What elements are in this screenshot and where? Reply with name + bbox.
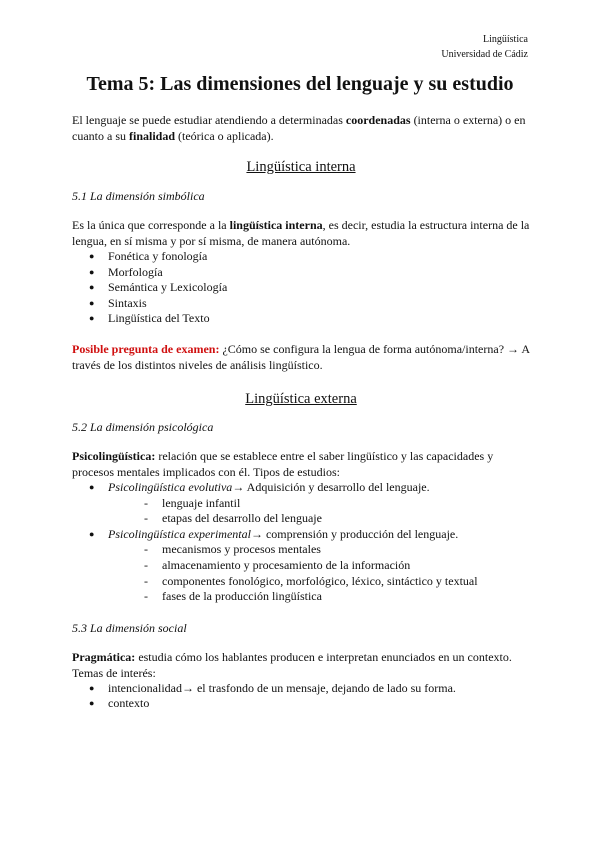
section-title-interna: Lingüística interna xyxy=(246,159,356,175)
paragraph-5-1 xyxy=(72,217,530,249)
paragraph-5-3 xyxy=(72,649,530,681)
section-title-externa: Lingüística externa xyxy=(245,390,357,407)
heading-5-1: 5.1 La dimensión simbólica xyxy=(72,189,205,203)
page-header xyxy=(441,32,528,62)
list-item xyxy=(89,527,530,605)
p51-text-1: Es la única que corresponde a la xyxy=(72,218,230,232)
intro-paragraph xyxy=(72,112,530,144)
intro-text-3: (teórica o aplicada). xyxy=(175,129,274,143)
list-item: ● intencionalidad→ el trasfondo de un mensaje, dejando de lado su forma. xyxy=(89,681,530,697)
sublist-item: - etapas del desarrollo del lenguaje xyxy=(144,511,530,527)
exam-text: ¿Cómo se configura la lengua de forma autónoma/interna? → A través de los distintos niveles de análisis lingüístico. xyxy=(72,341,530,372)
list-item xyxy=(89,480,530,527)
heading-5-3: 5.3 La dimensión social xyxy=(72,620,187,635)
item-psico-evolutiva: Psicolingüística evolutiva xyxy=(108,479,233,494)
list-item: ● Lingüística del Texto xyxy=(89,311,530,327)
p53-text: estudia cómo los hablantes producen e interpretan enunciados en un contexto. Temas de interés: xyxy=(72,649,512,680)
p52-bold: Psicolingüística: xyxy=(72,448,156,463)
list-item: ● Morfología xyxy=(89,265,530,281)
item-psico-evolutiva-text: → Adquisición y desarrollo del lenguaje. xyxy=(232,479,430,494)
sublist-item: - fases de la producción lingüística xyxy=(144,589,530,605)
intro-bold-coordenadas: coordenadas xyxy=(345,113,411,127)
document-title: Tema 5: Las dimensiones del lenguaje y su estudio xyxy=(86,73,514,95)
list-item: ● Fonética y fonología xyxy=(89,249,530,265)
heading-5-2: 5.2 La dimensión psicológica xyxy=(72,419,214,434)
sublist-item: - lenguaje infantil xyxy=(144,496,530,512)
p52-text: relación que se establece entre el saber lingüístico y las capacidades y procesos mentales implicados con él. Tipos de estudios: xyxy=(72,448,494,479)
sublist-item: - mecanismos y procesos mentales xyxy=(144,542,530,558)
exam-question xyxy=(72,341,530,373)
header-subject: Lingüística xyxy=(483,34,528,45)
document-body xyxy=(72,112,530,712)
list-item: ● Sintaxis xyxy=(89,296,530,312)
item-psico-experimental: Psicolingüística experimental xyxy=(108,526,251,541)
sublist-experimental xyxy=(108,542,530,604)
list-5-1 xyxy=(72,249,530,327)
list-item: ● contexto xyxy=(89,696,530,712)
sublist-item: - almacenamiento y procesamiento de la información xyxy=(144,558,530,574)
list-item: ● Semántica y Lexicología xyxy=(89,280,530,296)
sublist-evolutiva xyxy=(108,496,530,527)
p51-bold: lingüística interna xyxy=(229,218,323,232)
list-5-2 xyxy=(72,480,530,605)
paragraph-5-2 xyxy=(72,448,530,480)
intro-text-1: El lenguaje se puede estudiar atendiendo a determinadas xyxy=(72,113,346,127)
item-psico-experimental-text: → comprensión y producción del lenguaje. xyxy=(250,526,459,541)
header-university: Universidad de Cádiz xyxy=(441,49,528,60)
sublist-item: - componentes fonológico, morfológico, léxico, sintáctico y textual xyxy=(144,574,530,590)
p51-text-2: , es decir, estudia la estructura interna de la lengua, en sí misma y por sí misma, de manera autónoma. xyxy=(72,218,530,248)
list-5-3 xyxy=(72,681,530,712)
intro-text-2: (interna o externa) o en cuanto a su xyxy=(72,113,526,143)
intro-bold-finalidad: finalidad xyxy=(128,129,176,143)
p53-bold: Pragmática: xyxy=(72,649,136,664)
exam-label: Posible pregunta de examen: xyxy=(72,341,220,356)
